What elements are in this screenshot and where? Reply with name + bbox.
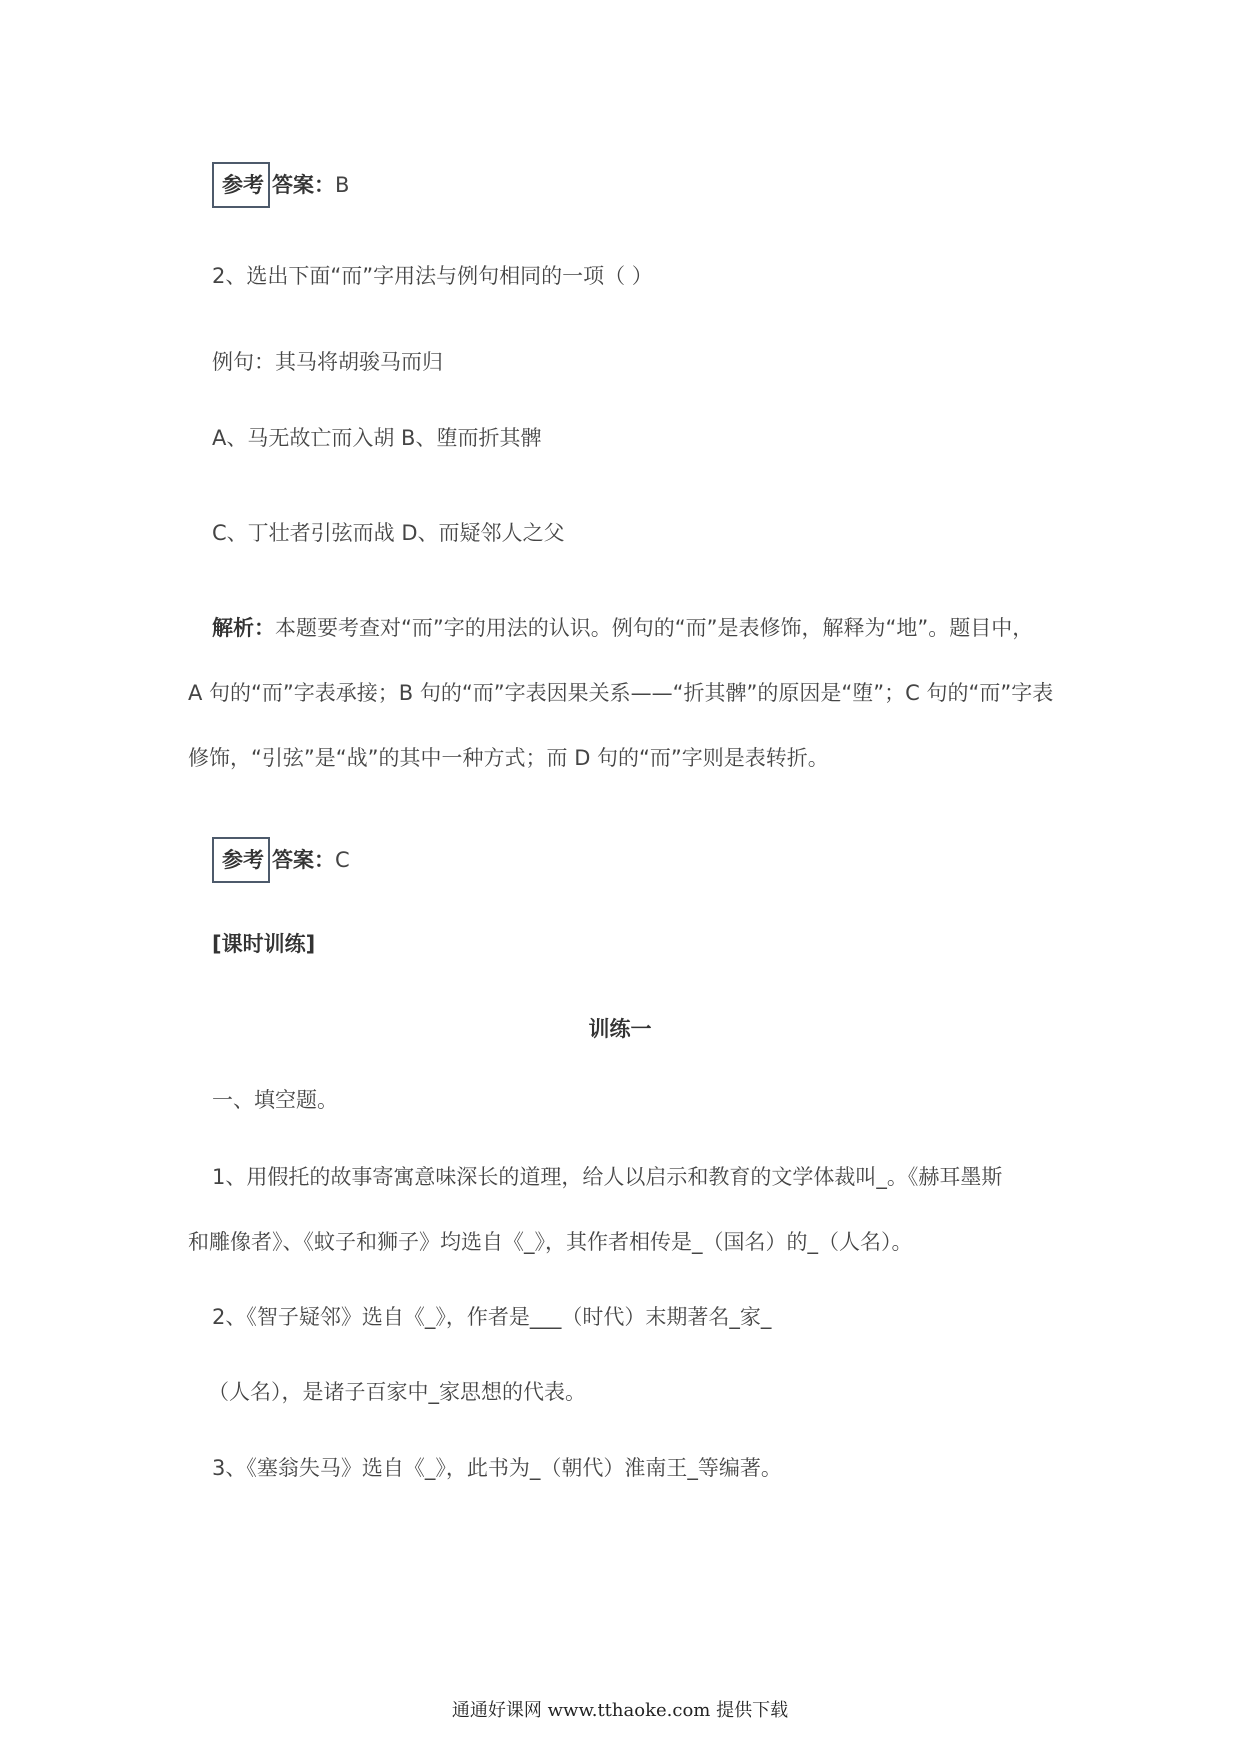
analysis-line-1 <box>212 614 1033 642</box>
analysis-line-2: A 句的“而”字表承接；B 句的“而”字表因果关系——“折其髀”的原因是“堕”；C 句的“而”字表 <box>188 681 1054 705</box>
analysis-line-3: 修饰，“引弦”是“战”的其中一种方式；而 D 句的“而”字则是表转折。 <box>188 746 829 770</box>
answer-label: 答案： <box>272 848 335 872</box>
question-2-title: 2、选出下面“而”字用法与例句相同的一项（ ） <box>212 264 653 288</box>
answer-label: 答案： <box>272 173 335 197</box>
answer-line-1 <box>212 162 349 208</box>
part-heading: 一、填空题。 <box>212 1088 338 1112</box>
training-title: 训练一 <box>588 1017 652 1041</box>
fill-question-2-line-1: 2、《智子疑邻》选自《_》，作者是___（时代）末期著名_家_ <box>212 1305 772 1329</box>
page-footer: 通通好课网 www.tthaoke.com 提供下载 <box>451 1700 789 1721</box>
answer-label-boxed: 参考 <box>212 837 270 883</box>
analysis-label: 解析： <box>212 616 275 640</box>
fill-question-3-line-1: 3、《塞翁失马》选自《_》，此书为_（朝代）淮南王_等编著。 <box>212 1456 782 1480</box>
answer-value: C <box>335 848 350 872</box>
answer-value: B <box>335 173 350 197</box>
question-2-options-ab: A、马无故亡而入胡 B、堕而折其髀 <box>212 426 542 450</box>
answer-label-boxed: 参考 <box>212 162 270 208</box>
fill-question-2-line-2: （人名），是诸子百家中_家思想的代表。 <box>208 1380 586 1404</box>
question-2-options-cd: C、丁壮者引弦而战 D、而疑邻人之父 <box>212 521 565 545</box>
fill-question-1-line-1: 1、用假托的故事寄寓意味深长的道理，给人以启示和教育的文学体裁叫_。《赫耳墨斯 <box>212 1165 1003 1189</box>
fill-question-1-line-2: 和雕像者》、《蚊子和狮子》均选自《_》，其作者相传是_（国名）的_（人名）。 <box>188 1230 913 1254</box>
question-2-example: 例句：其马将胡骏马而归 <box>212 350 443 374</box>
answer-line-2 <box>212 837 350 883</box>
section-heading: [课时训练] <box>212 932 316 956</box>
analysis-text-1: 本题要考查对“而”字的用法的认识。例句的“而”是表修饰，解释为“地”。题目中， <box>275 616 1034 640</box>
